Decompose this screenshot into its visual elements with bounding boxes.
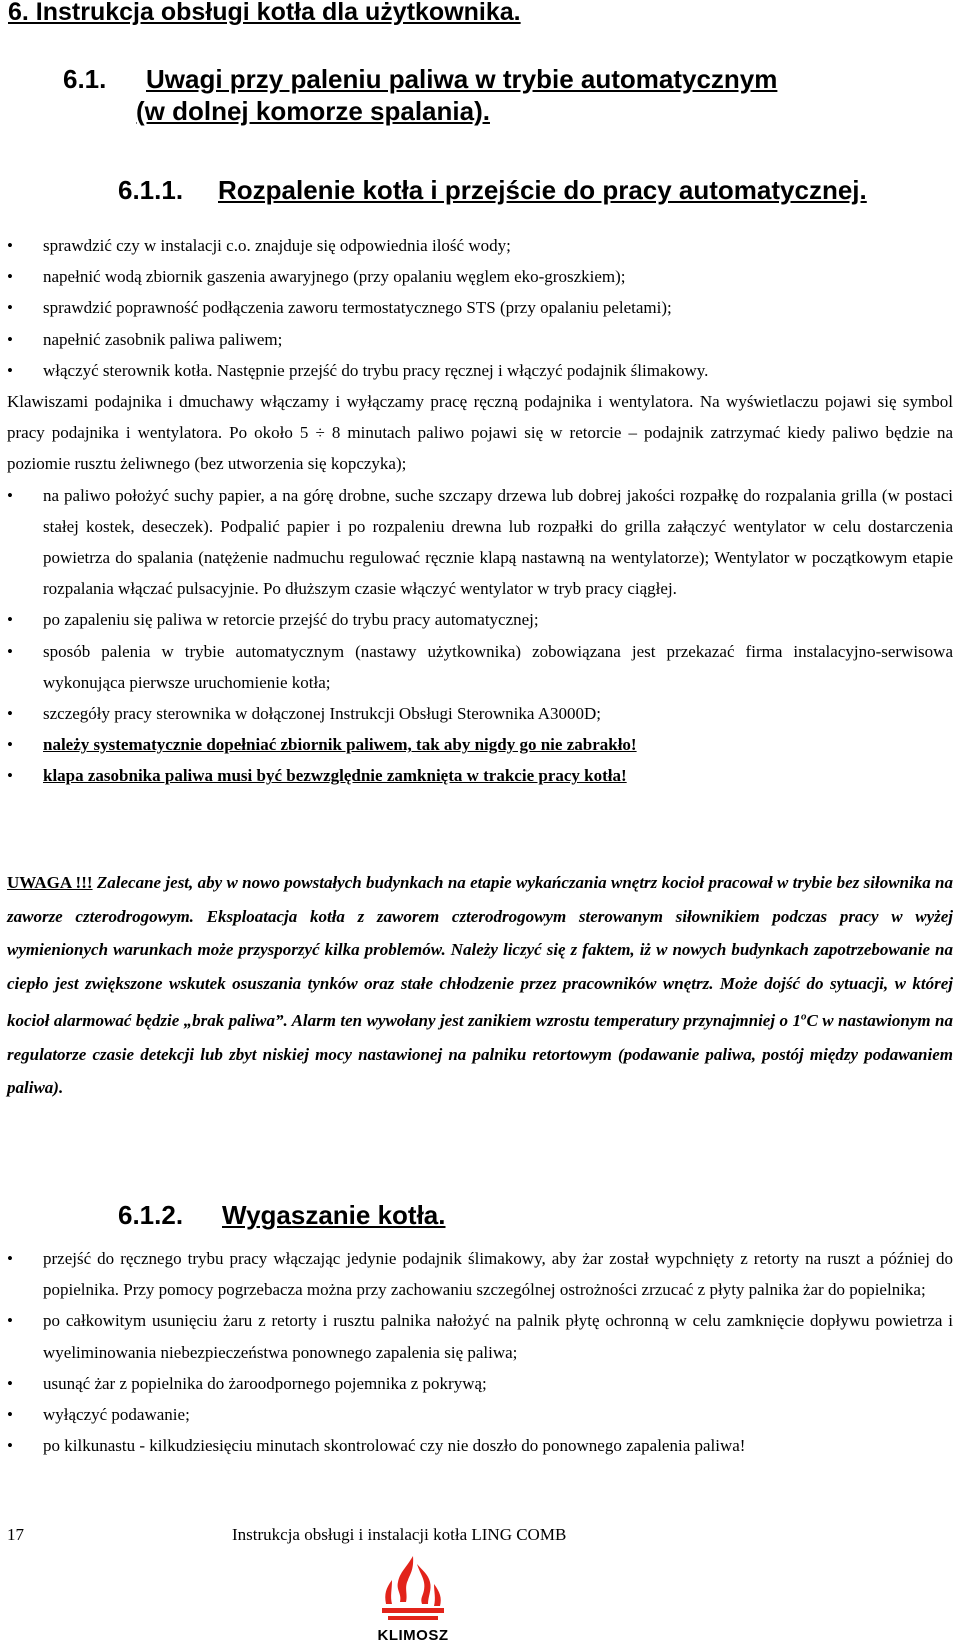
list-item: • szczegóły pracy sterownika w dołączonej Instrukcji Obsługi Sterownika A3000D;: [7, 698, 953, 729]
section-startup: [7, 230, 953, 792]
footer-title: Instrukcja obsługi i instalacji kotła LING COMB: [232, 1525, 567, 1544]
list-item: • sposób palenia w trybie automatycznym (nastawy użytkownika) zobowiązana jest przekazać firma instalacyjno-serwisowa wykonująca pierwsze uruchomienie kotła;: [7, 636, 953, 698]
heading-title: Rozpalenie kotła i przejście do pracy automatycznej.: [218, 175, 867, 205]
flame-icon: [370, 1554, 456, 1628]
heading-title: Wygaszanie kotła.: [222, 1200, 446, 1230]
startup-list: [7, 230, 953, 386]
degree-sup: o: [800, 1010, 807, 1023]
warning-text: Zalecane jest, aby w nowo powstałych budynkach na etapie wykańczania wnętrz kocioł pracował w trybie bez siłownika na zaworze czterodrogowym. Eksploatacja kotła z zaworem czterodrogowym sterowanym siłownikiem podczas pracy w wyżej wymienionych warunkach może przysporzyć kilka problemów. Należy liczyć się z faktem, iż w nowych budynkach zapotrzebowanie na ciepło jest zwiększone wskutek osuszania tynków oraz stałe chłodzenie przez pracowników wnętrz. Może dojść do sytuacji, w której kocioł alarmować będzie „brak paliwa”. Alarm ten wywołany jest zanikiem wzrostu temperatury przynajmniej o 1$^o$C w nastawionym na regulatorze czasie detekcji lub zbyt niskiej mocy nastawionej na palniku retortowym (podawanie paliwa, postój między podawaniem paliwa).: [7, 873, 954, 1098]
heading-chapter-6: 6. Instrukcja obsługi kotła dla użytkownika.: [8, 0, 521, 26]
list-item: • wyłączyć podawanie;: [7, 1399, 953, 1430]
heading-title-line1: Uwagi przy paleniu paliwa w trybie automatycznym: [146, 64, 778, 94]
klimosz-logo: [370, 1554, 456, 1650]
heading-number: 6.1.: [63, 64, 107, 94]
startup-list-continued: [7, 480, 953, 792]
list-item: • sprawdzić poprawność podłączenia zaworu termostatycznego STS (przy opalaniu peletami);: [7, 292, 953, 323]
list-item: • na paliwo położyć suchy papier, a na górę drobne, suche szczapy drzewa lub dobrej jakości rozpałkę do rozpalania grilla (w postaci stałej kostek, deseczek). Podpalić papier i po rozpaleniu drewna lub rozpałki do grilla załączyć wentylator w celu dostarczenia powietrza do spalania (natężenie nadmuchu regulować ręcznie klapą nastawną na wentylatorze); Wentylator w początkowym etapie rozpalania włączać pulsacyjnie. Po dłuższym czasie włączyć wentylator w tryb pracy ciągłej.: [7, 480, 953, 605]
shutdown-list: [7, 1243, 953, 1461]
warning-block: [7, 866, 953, 1105]
list-item-bold: • klapa zasobnika paliwa musi być bezwzględnie zamknięta w trakcie pracy kotła!: [7, 760, 953, 791]
heading-section-6-1: [63, 63, 777, 127]
list-item: • sprawdzić czy w instalacji c.o. znajduje się odpowiednia ilość wody;: [7, 230, 953, 261]
paragraph-keys: Klawiszami podajnika i dmuchawy włączamy i wyłączamy pracę ręczną podajnika i wentylatora. Na wyświetlaczu pojawi się symbol pracy podajnika i wentylatora. Po około 5 ÷ 8 minutach paliwo pojawi się w retorcie – podajnik zatrzymać kiedy paliwo będzie na poziomie rusztu żeliwnego (bez utworzenia się kopczyka);: [7, 392, 953, 474]
list-item: • po kilkunastu - kilkudziesięciu minutach skontrolować czy nie doszło do ponownego zapalenia paliwa!: [7, 1430, 953, 1461]
logo-text: KLIMOSZ: [377, 1627, 449, 1644]
list-item: • przejść do ręcznego trybu pracy włączając jedynie podajnik ślimakowy, aby żar został wypchnięty z retorty na ruszt a później do popielnika. Przy pomocy pogrzebacza można przy zachowaniu szczególnej ostrożności zrzucać z płyty palnika żar do popielnika;: [7, 1243, 953, 1305]
heading-title-line2: (w dolnej komorze spalania).: [136, 96, 490, 126]
list-item: • po zapaleniu się paliwa w retorcie przejść do trybu pracy automatycznej;: [7, 604, 953, 635]
page-number: 17: [7, 1525, 24, 1544]
heading-section-6-1-2: [118, 1200, 446, 1231]
list-item: • włączyć sterownik kotła. Następnie przejść do trybu pracy ręcznej i włączyć podajnik ślimakowy.: [7, 355, 953, 386]
warning-lead: UWAGA !!!: [7, 873, 93, 892]
heading-number: 6.1.1.: [118, 175, 184, 205]
list-item: • po całkowitym usunięciu żaru z retorty i rusztu palnika nałożyć na palnik płytę ochronną w celu zamknięcie dopływu powietrza i wyeliminowania niebezpieczeństwa ponownego zapalenia się paliwa;: [7, 1305, 953, 1367]
list-item-bold: • należy systematycznie dopełniać zbiornik paliwem, tak aby nigdy go nie zabrakło!: [7, 729, 953, 760]
heading-section-6-1-1: [118, 175, 867, 206]
list-item: • usunąć żar z popielnika do żaroodpornego pojemnika z pokrywą;: [7, 1368, 953, 1399]
warning-paragraph: [7, 866, 953, 1105]
section-shutdown: [7, 1243, 953, 1461]
heading-number: 6.1.2.: [118, 1200, 184, 1230]
list-item: • napełnić zasobnik paliwa paliwem;: [7, 324, 953, 355]
list-item: • napełnić wodą zbiornik gaszenia awaryjnego (przy opalaniu węglem eko-groszkiem);: [7, 261, 953, 292]
